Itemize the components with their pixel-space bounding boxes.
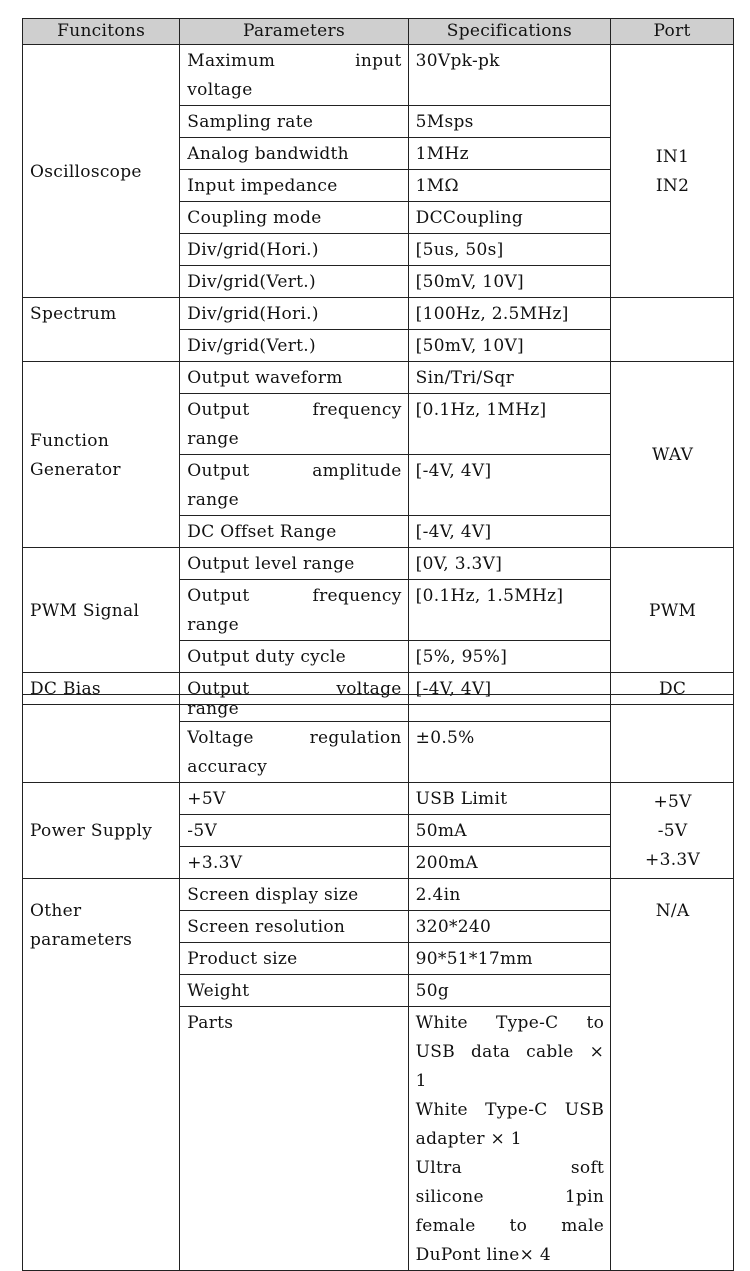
spec-cell: 50g [408, 975, 611, 1007]
port-line: IN1 [655, 147, 690, 167]
spec-cell-parts [408, 1007, 611, 1271]
param-line: voltage [187, 80, 253, 100]
port-line: +3.3V [645, 850, 701, 870]
param-cell [180, 455, 408, 516]
parts-line: DuPont line× 4 [415, 1245, 551, 1265]
param-line: Output frequency [187, 400, 402, 420]
function-other [23, 879, 180, 1271]
parts-line: White Type-C USB [415, 1100, 605, 1120]
param-cell [180, 580, 408, 641]
port-other: N/A [611, 879, 734, 1271]
param-cell: range [180, 695, 408, 722]
port-pwm: PWM [611, 548, 734, 673]
function-generator [23, 362, 180, 548]
spec-table-part-2 [22, 694, 734, 1271]
function-spectrum: Spectrum [23, 298, 180, 362]
spec-cell: 50mA [408, 815, 611, 847]
function-line: parameters [30, 930, 133, 950]
param-cell: Parts [180, 1007, 408, 1271]
param-cell: Coupling mode [180, 202, 408, 234]
header-parameters: Parameters [180, 19, 408, 45]
spec-cell: 2.4in [408, 879, 611, 911]
spec-cell: Sin/Tri/Sqr [408, 362, 611, 394]
function-line: Function [30, 430, 110, 451]
param-cell: Product size [180, 943, 408, 975]
param-cell [180, 45, 408, 106]
spec-cell: [5us, 50s] [408, 234, 611, 266]
param-cell: -5V [180, 815, 408, 847]
function-continued [23, 695, 180, 783]
param-cell: Input impedance [180, 170, 408, 202]
param-line: Output frequency [187, 586, 402, 606]
param-cell: Weight [180, 975, 408, 1007]
spec-cell: 320*240 [408, 911, 611, 943]
table-row [23, 783, 734, 815]
function-dc-bias: DC Bias [23, 673, 180, 705]
param-line: range [187, 615, 239, 635]
spec-cell: [5%, 95%] [408, 641, 611, 673]
spec-cell: [0.1Hz, 1MHz] [408, 394, 611, 455]
table-row [23, 362, 734, 394]
spec-cell: 30Vpk-pk [408, 45, 611, 106]
param-line: range [187, 490, 239, 510]
port-continued [611, 695, 734, 783]
spec-cell: 1MHz [408, 138, 611, 170]
function-power-supply: Power Supply [23, 783, 180, 879]
function-pwm: PWM Signal [23, 548, 180, 673]
spec-cell: [100Hz, 2.5MHz] [408, 298, 611, 330]
parts-line: female to male [415, 1216, 605, 1236]
param-cell: Div/grid(Vert.) [180, 266, 408, 298]
param-line: Output voltage [187, 679, 402, 699]
spec-cell: USB Limit [408, 783, 611, 815]
header-port: Port [611, 19, 734, 45]
param-cell: Div/grid(Hori.) [180, 234, 408, 266]
port-power-supply [611, 783, 734, 879]
header-functions: Funcitons [23, 19, 180, 45]
parts-line: silicone 1pin [415, 1187, 605, 1207]
spec-cell: [0.1Hz, 1.5MHz] [408, 580, 611, 641]
spec-cell: [50mV, 10V] [408, 266, 611, 298]
table-row [23, 695, 734, 722]
param-line: Output amplitude [187, 461, 402, 481]
param-line: Maximum input [187, 51, 402, 71]
spec-cell: 90*51*17mm [408, 943, 611, 975]
param-cell: DC Offset Range [180, 516, 408, 548]
port-line: +5V [653, 792, 692, 812]
param-cell: Div/grid(Hori.) [180, 298, 408, 330]
param-cell: +5V [180, 783, 408, 815]
param-cell: Sampling rate [180, 106, 408, 138]
port-spectrum [611, 298, 734, 362]
param-cell: Output level range [180, 548, 408, 580]
spec-cell: 200mA [408, 847, 611, 879]
param-cell [180, 394, 408, 455]
parts-line: Ultra soft [415, 1158, 605, 1178]
param-cell: +3.3V [180, 847, 408, 879]
port-oscilloscope [611, 45, 734, 298]
table-row [23, 45, 734, 106]
parts-line: White Type-C to [415, 1013, 605, 1033]
spec-table-part-1 [22, 18, 734, 705]
param-cell: Div/grid(Vert.) [180, 330, 408, 362]
param-line: Voltage regulation [187, 728, 402, 748]
parts-line: adapter × 1 [415, 1129, 522, 1149]
param-cell [180, 722, 408, 783]
param-cell: Screen resolution [180, 911, 408, 943]
header-row [23, 19, 734, 45]
port-line: IN2 [655, 176, 690, 196]
port-dc: DC [611, 673, 734, 705]
header-specifications: Specifications [408, 19, 611, 45]
spec-cell [408, 695, 611, 722]
spec-cell: [-4V, 4V] [408, 455, 611, 516]
spec-cell: [50mV, 10V] [408, 330, 611, 362]
function-line: Other [30, 901, 82, 921]
spec-cell: 5Msps [408, 106, 611, 138]
spec-cell: [-4V, 4V] [408, 673, 611, 705]
function-line: Generator [30, 459, 121, 480]
port-line: -5V [657, 821, 688, 841]
table-row [23, 879, 734, 911]
parts-line: 1 [415, 1071, 427, 1091]
spec-cell: ±0.5% [408, 722, 611, 783]
table-row [23, 548, 734, 580]
spec-cell: 1MΩ [408, 170, 611, 202]
param-cell: Analog bandwidth [180, 138, 408, 170]
table-row [23, 298, 734, 330]
param-cell: Output duty cycle [180, 641, 408, 673]
param-cell: Output waveform [180, 362, 408, 394]
port-wav: WAV [611, 362, 734, 548]
spec-cell: DCCoupling [408, 202, 611, 234]
param-cell: Screen display size [180, 879, 408, 911]
spec-cell: [-4V, 4V] [408, 516, 611, 548]
parts-line: USB data cable × [415, 1042, 605, 1062]
param-line: range [187, 429, 239, 449]
spec-cell: [0V, 3.3V] [408, 548, 611, 580]
param-line: accuracy [187, 757, 268, 777]
function-oscilloscope: Oscilloscope [23, 45, 180, 298]
